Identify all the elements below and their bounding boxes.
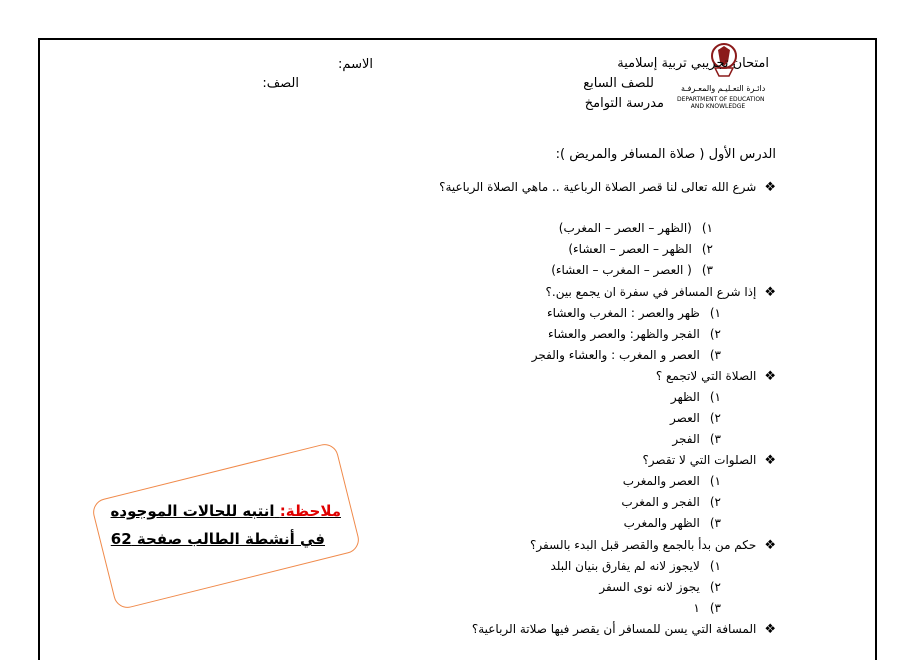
note-line-1: ملاحظة: انتبه للحالات الموجوده (110, 502, 341, 520)
logo-arabic-text: دائـرة التعـليـم والمعـرفـة (681, 84, 766, 93)
option-1-2: ٢)الظهر – العصر – العشاء) (568, 242, 713, 256)
diamond-bullet-icon: ❖ (764, 538, 776, 553)
grade-label: للصف السابع (583, 76, 654, 91)
option-5-2: ٢)يجوز لانه نوى السفر (599, 580, 721, 594)
note-line-2: في أنشطة الطالب صفحة 62 (110, 530, 325, 548)
logo-english-text: DEPARTMENT OF EDUCATION AND KNOWLEDGE (677, 96, 765, 110)
question-3: ❖الصلاة التي لاتجمع ؟ (655, 369, 776, 384)
option-4-3: ٣)الظهر والمغرب (623, 516, 721, 530)
option-5-1: ١)لايجوز لانه لم يفارق بنيان البلد (550, 559, 721, 573)
option-2-2: ٢)الفجر والظهر: والعصر والعشاء (547, 327, 721, 341)
option-3-1: ١)الظهر (670, 390, 721, 404)
option-1-3: ٣)( العصر – المغرب – العشاء) (551, 263, 713, 277)
question-6: ❖المسافة التي يسن للمسافر أن يقصر فيها صلاتة الرباعية؟ (471, 622, 776, 637)
department-logo (675, 42, 771, 114)
option-3-2: ٢)العصر (670, 411, 721, 425)
note-label: ملاحظة: (279, 502, 341, 520)
diamond-bullet-icon: ❖ (764, 453, 776, 468)
school-name: مدرسة التوامخ (584, 96, 664, 111)
question-2: ❖إذا شرع المسافر في سفرة ان يجمع بين.؟ (545, 285, 776, 300)
option-4-2: ٢)الفجر و المغرب (621, 495, 721, 509)
name-label: الاسم: (338, 57, 373, 72)
class-label: الصف: (262, 76, 299, 91)
exam-title: امتحان تجريبي تربية إسلامية (617, 56, 769, 71)
question-5: ❖حكم من بدأ بالجمع والقصر قبل البدء بالسفر؟ (530, 538, 776, 553)
diamond-bullet-icon: ❖ (764, 369, 776, 384)
option-2-3: ٣)العصر و المغرب : والعشاء والفجر (531, 348, 721, 362)
diamond-bullet-icon: ❖ (764, 285, 776, 300)
option-2-1: ١)ظهر والعصر : المغرب والعشاء (547, 306, 721, 320)
option-4-1: ١)العصر والمغرب (622, 474, 721, 488)
diamond-bullet-icon: ❖ (764, 180, 776, 195)
option-5-3: ٣)١ (693, 601, 721, 615)
diamond-bullet-icon: ❖ (764, 622, 776, 637)
lesson-title: الدرس الأول ( صلاة المسافر والمريض ): (555, 147, 776, 162)
option-3-3: ٣)الفجر (672, 432, 721, 446)
question-1: ❖شرع الله تعالى لنا قصر الصلاة الرباعية .. ماهي الصلاة الرباعية؟ (439, 180, 776, 195)
option-1-1: ١)(الظهر – العصر – المغرب) (558, 221, 713, 235)
question-4: ❖الصلوات التي لا تقصر؟ (642, 453, 776, 468)
